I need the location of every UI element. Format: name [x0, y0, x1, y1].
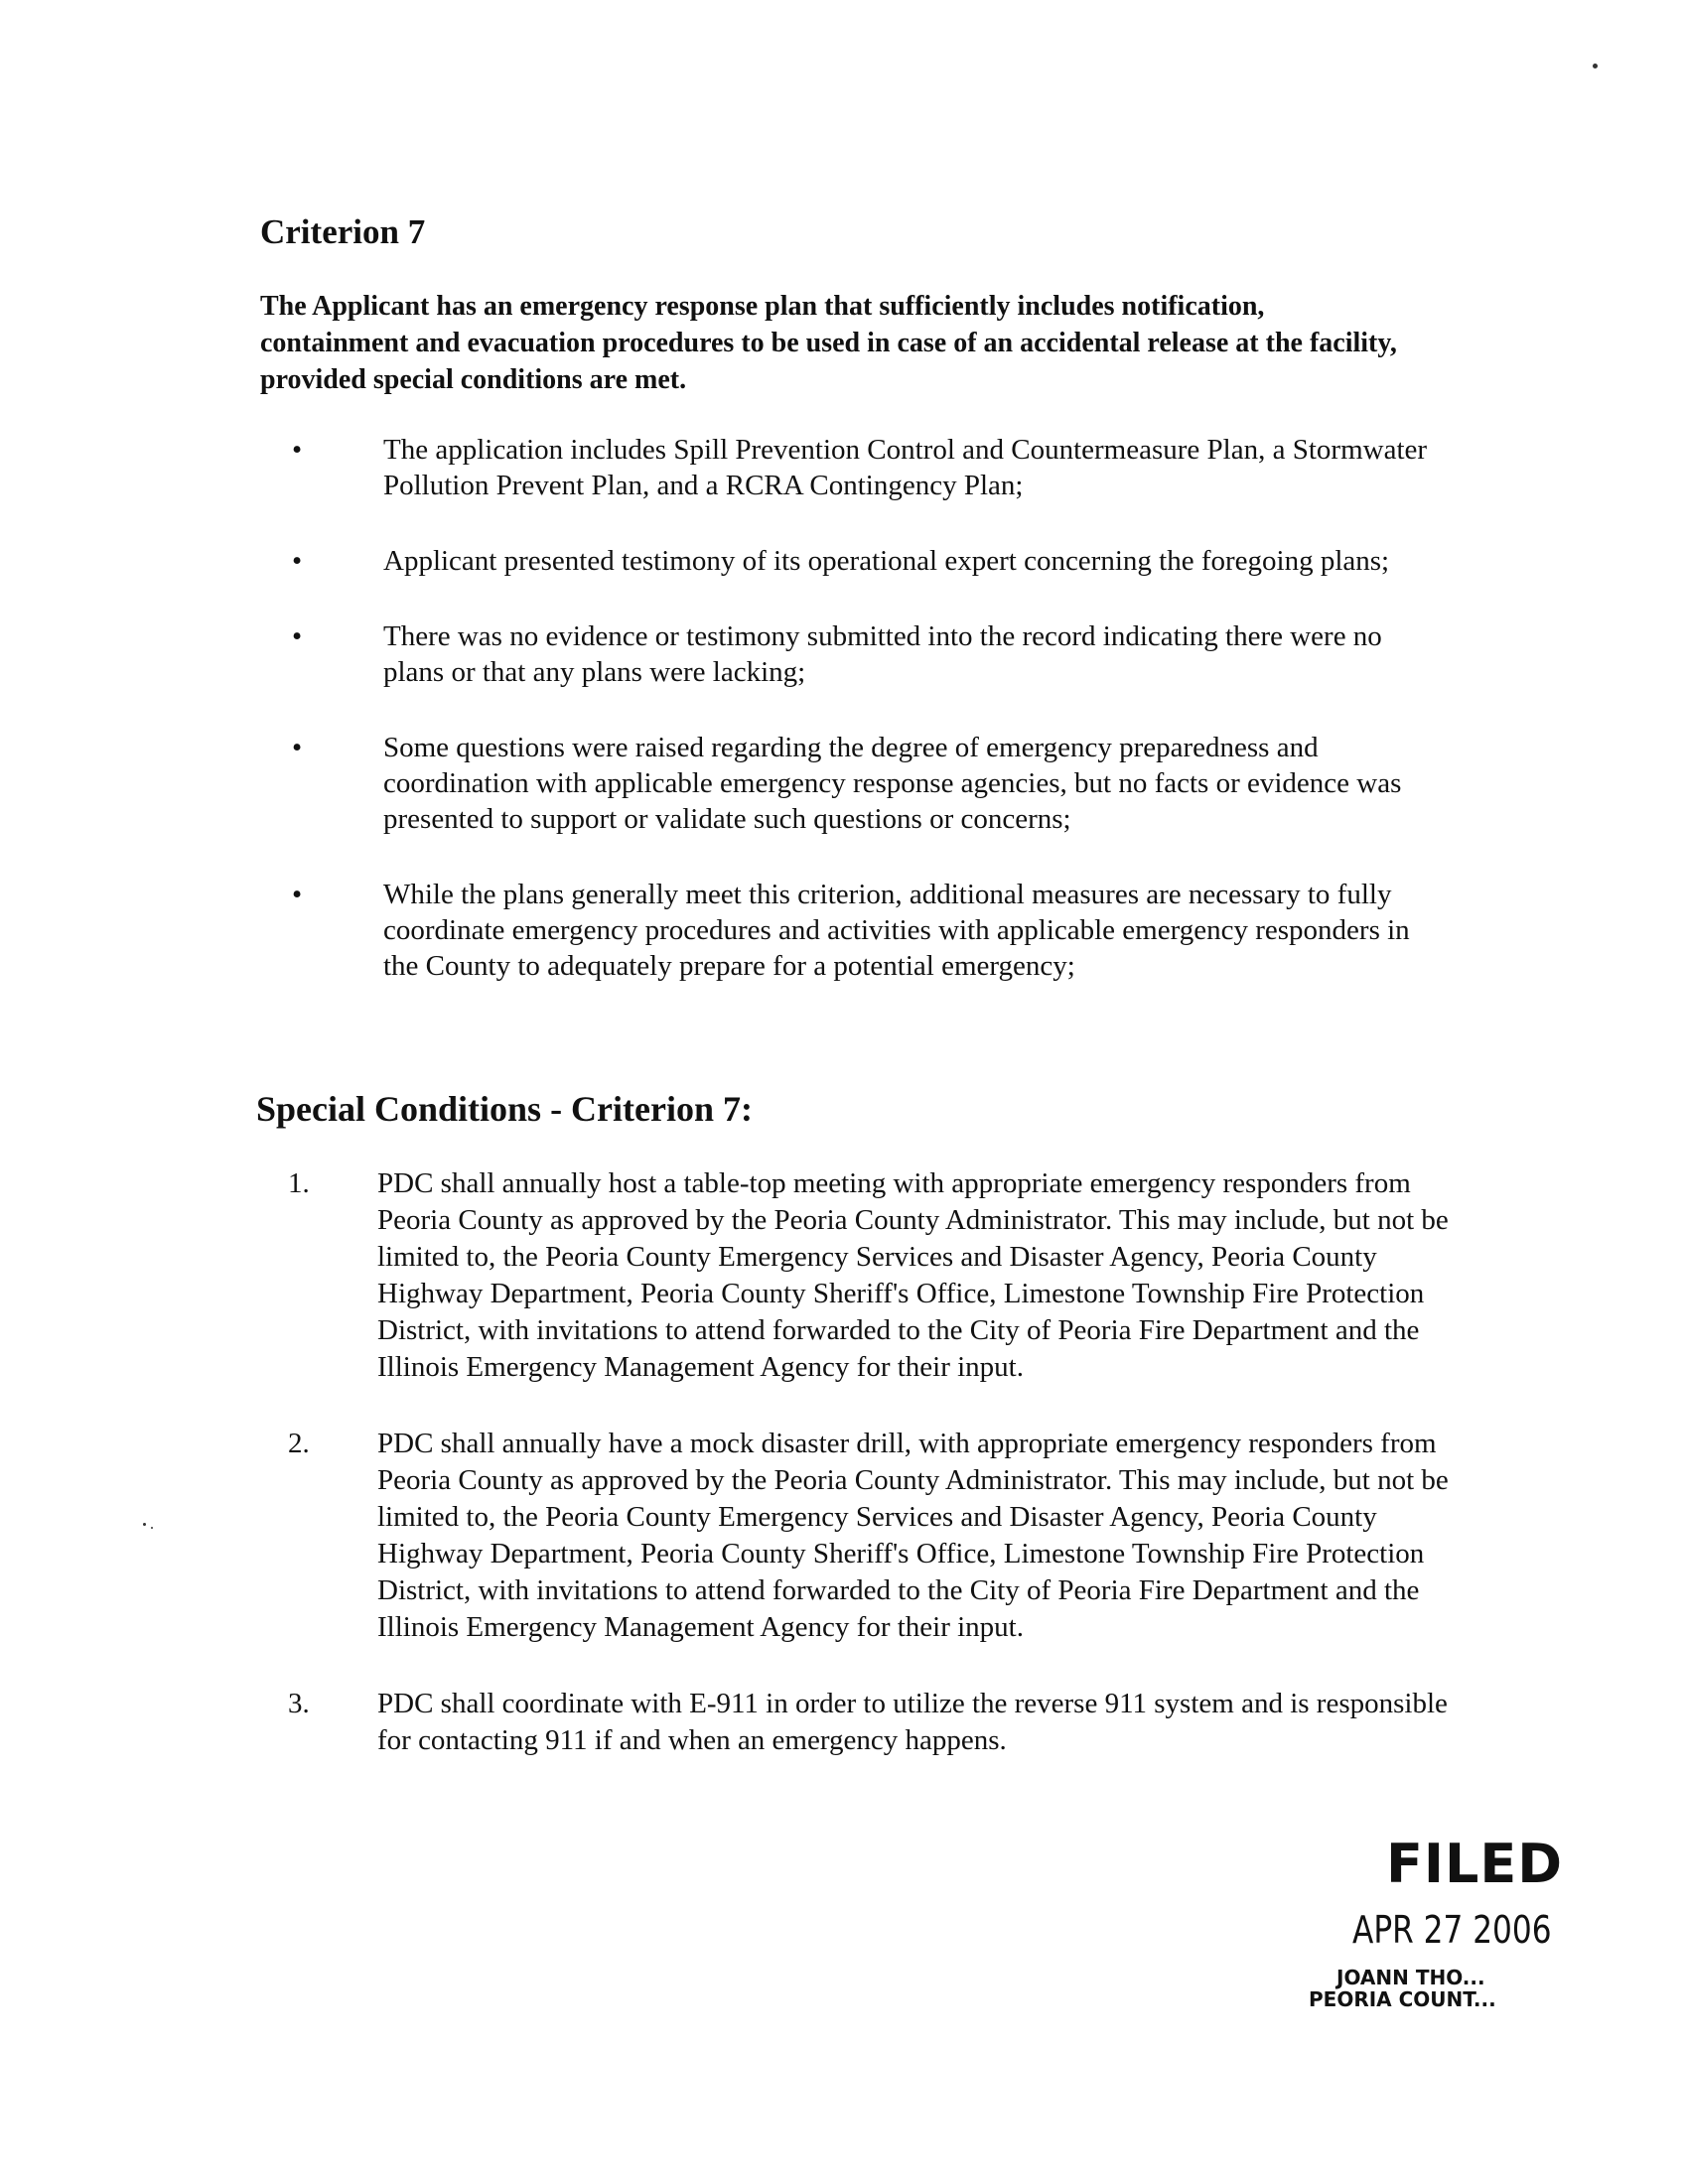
scan-speck: [151, 1527, 153, 1529]
bullet-glyph: •: [292, 620, 303, 652]
condition-item: [288, 1686, 1450, 1759]
criterion-title: Criterion 7: [260, 212, 426, 251]
bullet-text: While the plans generally meet this criterion, additional measures are necessary to fully coordinate emergency procedures and activities with applicable emergency responders in the County to adequately prepare for a potential emergency;: [383, 879, 1410, 982]
bullet-text: There was no evidence or testimony submitted into the record indicating there were no plans or that any plans were lacking;: [383, 620, 1382, 688]
stamp-filed-label: FILED: [1386, 1833, 1564, 1895]
condition-text: PDC shall annually host a table-top meeting with appropriate emergency responders from Peoria County as approved by the Peoria County Administrator. This may include, but not be limited to, the Peoria County Emergency Services and Disaster Agency, Peoria County Highway Department, Peoria County Sheriff's Office, Limestone Township Fire Protection District, with invitations to attend forwarded to the City of Peoria Fire Department and the Illinois Emergency Management Agency for their input.: [377, 1167, 1449, 1383]
criterion-intro: The Applicant has an emergency response plan that sufficiently includes notification, containment and evacuation procedures to be used in case of an accidental release at the facility, provided special conditions are met.: [260, 291, 1397, 395]
stamp-clerk-name: JOANN THO...: [1336, 1966, 1485, 1989]
condition-number: 1.: [288, 1167, 310, 1199]
condition-item: [288, 1165, 1450, 1386]
stamp-date: APR 27 2006: [1352, 1908, 1552, 1952]
bullet-glyph: •: [292, 879, 303, 910]
condition-number: 2.: [288, 1428, 310, 1459]
special-conditions-title: Special Conditions - Criterion 7:: [256, 1089, 753, 1129]
bullet-glyph: •: [292, 732, 303, 763]
bullet-item: [288, 618, 1450, 690]
scan-speck: [1593, 64, 1598, 68]
condition-number: 3.: [288, 1688, 310, 1719]
scan-speck: [143, 1523, 146, 1526]
special-conditions-list: [288, 1165, 1450, 1799]
filed-stamp: [1309, 1833, 1607, 2011]
bullet-item: [288, 877, 1450, 984]
bullet-item: [288, 432, 1450, 503]
condition-text: PDC shall annually have a mock disaster drill, with appropriate emergency responders from Peoria County as approved by the Peoria County Administrator. This may include, but not be limited to, the Peoria County Emergency Services and Disaster Agency, Peoria County Highway Department, Peoria County Sheriff's Office, Limestone Township Fire Protection District, with invitations to attend forwarded to the City of Peoria Fire Department and the Illinois Emergency Management Agency for their input.: [377, 1428, 1449, 1643]
criterion-bullet-list: [288, 432, 1450, 1024]
condition-text: PDC shall coordinate with E-911 in order to utilize the reverse 911 system and is responsible for contacting 911 if and when an emergency happens.: [377, 1688, 1448, 1756]
bullet-glyph: •: [292, 434, 303, 466]
condition-item: [288, 1426, 1450, 1646]
bullet-item: [288, 543, 1450, 579]
stamp-county: PEORIA COUNT...: [1309, 1987, 1496, 2011]
bullet-text: Applicant presented testimony of its operational expert concerning the foregoing plans;: [383, 545, 1390, 577]
bullet-text: Some questions were raised regarding the degree of emergency preparedness and coordination with applicable emergency response agencies, but no facts or evidence was presented to support or validate such questions or concerns;: [383, 732, 1402, 835]
bullet-glyph: •: [292, 545, 303, 577]
bullet-item: [288, 730, 1450, 837]
bullet-text: The application includes Spill Prevention Control and Countermeasure Plan, a Stormwater Pollution Prevent Plan, and a RCRA Contingency Plan;: [383, 434, 1428, 501]
